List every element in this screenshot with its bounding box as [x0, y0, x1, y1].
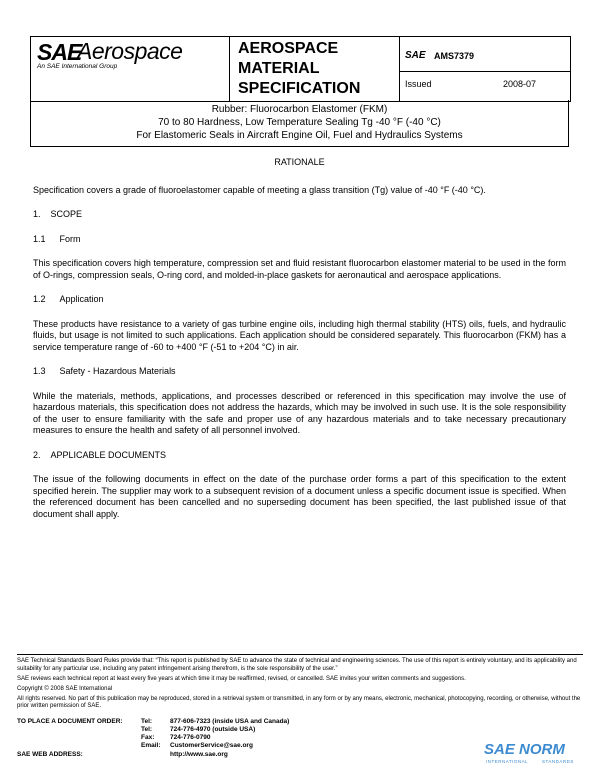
logo-cell [31, 37, 230, 101]
title-line-2: 70 to 80 Hardness, Low Temperature Sealing Tg -40 °F (-40 °C) [158, 117, 441, 128]
watermark-sub-right: STANDARDS [542, 759, 574, 764]
tel2-label: Tel: [141, 726, 153, 733]
section-1-heading: 1. SCOPE [33, 209, 83, 219]
document-body [33, 157, 566, 520]
doc-id-cell [400, 37, 570, 101]
aerospace-logo: Aerospace [77, 38, 183, 64]
footer-rules: SAE Technical Standards Board Rules provide that: “This report is published by SAE to advance the state of technical and engineering sciences. The use of this report is entirely voluntary, and its applicability and suitability for any particular use, including any patent infringement arising therefrom, is the sole responsibility of the user.” [17, 658, 577, 672]
section-2-text: The issue of the following documents in effect on the date of the purchase order forms a part of this specification to the extent specified herein. The supplier may work to a subsequent revision of a document unless a specific document issue is specified. When the referenced document has been cancelled and no superseding document has been specified, the last published issue of that document shall apply. [33, 474, 566, 519]
title-line-3: For Elastomeric Seals in Aircraft Engine Oil, Fuel and Hydraulics Systems [136, 130, 463, 141]
web-link[interactable]: http://www.sae.org [170, 751, 228, 758]
sae-norm-watermark: SAE NORM [484, 741, 565, 758]
title-line-1: Rubber: Fluorocarbon Elastomer (FKM) [211, 104, 388, 115]
doc-number: AMS7379 [434, 51, 475, 61]
tel-label: Tel: [141, 718, 153, 725]
footer-review: SAE reviews each technical report at least every five years at which time it may be reaffirmed, revised, or cancelled. SAE invites your written comments and suggestions. [17, 675, 466, 682]
section-1-1-text: This specification covers high temperature, compression set and fluid resistant fluorocarbon elastomer material to be used in the form of O-rings, compression seals, O-ring cord, and molded-in-place gaskets for aeronautical and aerospace applications. [33, 258, 566, 280]
divider [400, 71, 570, 72]
header-box [30, 36, 571, 102]
logo-subtitle: An SAE International Group [37, 63, 118, 70]
email-link[interactable]: CustomerService@sae.org [170, 742, 253, 749]
footer-copyright: Copyright © 2008 SAE International [17, 685, 113, 692]
issued-date: 2008-07 [503, 79, 537, 89]
email-label: Email: [141, 742, 161, 749]
rationale-heading: RATIONALE [274, 157, 325, 167]
footer-legal [17, 654, 583, 713]
fax-label: Fax: [141, 734, 155, 741]
tel-value: 877-606-7323 (inside USA and Canada) [170, 718, 290, 725]
watermark-sub-left: INTERNATIONAL [486, 759, 529, 764]
sae-logo: SAE [37, 39, 82, 65]
order-label: TO PLACE A DOCUMENT ORDER: [17, 718, 123, 725]
spec-title: AEROSPACE MATERIAL SPECIFICATION [238, 40, 361, 97]
section-1-2-heading: 1.2 Application [33, 294, 104, 304]
section-1-3-text: While the materials, methods, applications, and processes described or referenced in this specification may involve the use of hazardous materials, this specification does not address the hazards, which may be involved in such use. It is the sole responsibility of the user to ensure familiarity with the safe and proper use of any hazardous materials and to take necessary precautionary measures to ensure the health and safety of all personnel involved. [33, 390, 566, 435]
section-1-1-heading: 1.1 Form [33, 233, 81, 244]
document-title [30, 100, 569, 147]
footer-rights: All rights reserved. No part of this publication may be reproduced, stored in a retrieval system or transmitted, in any form or by any means, electronic, mechanical, photocopying, recording, or otherwise, without the prior written permission of SAE. [17, 695, 581, 709]
section-1-2-text: These products have resistance to a variety of gas turbine engine oils, including high thermal stability (HTS) oils, fuels, and hydraulic fluids, but usage is not limited to such applications. Each application should be considered separately. This fluorocarbon (FKM) has a service temperature range of -60 to +400 °F (-51 to +204 °C) in air. [33, 318, 566, 352]
section-2-heading: 2. APPLICABLE DOCUMENTS [33, 449, 167, 460]
issued-label: Issued [405, 79, 432, 89]
fax-value: 724-776-0790 [170, 734, 211, 741]
tel2-value: 724-776-4970 (outside USA) [170, 726, 256, 733]
web-label: SAE WEB ADDRESS: [17, 751, 83, 758]
section-1-3-heading: 1.3 Safety - Hazardous Materials [33, 366, 176, 376]
sae-small-logo: SAE [405, 50, 426, 61]
rationale-text: Specification covers a grade of fluoroelastomer capable of meeting a glass transition (Tg) value of -40 °F (-40 °C). [33, 184, 486, 195]
spec-title-cell [230, 37, 400, 101]
